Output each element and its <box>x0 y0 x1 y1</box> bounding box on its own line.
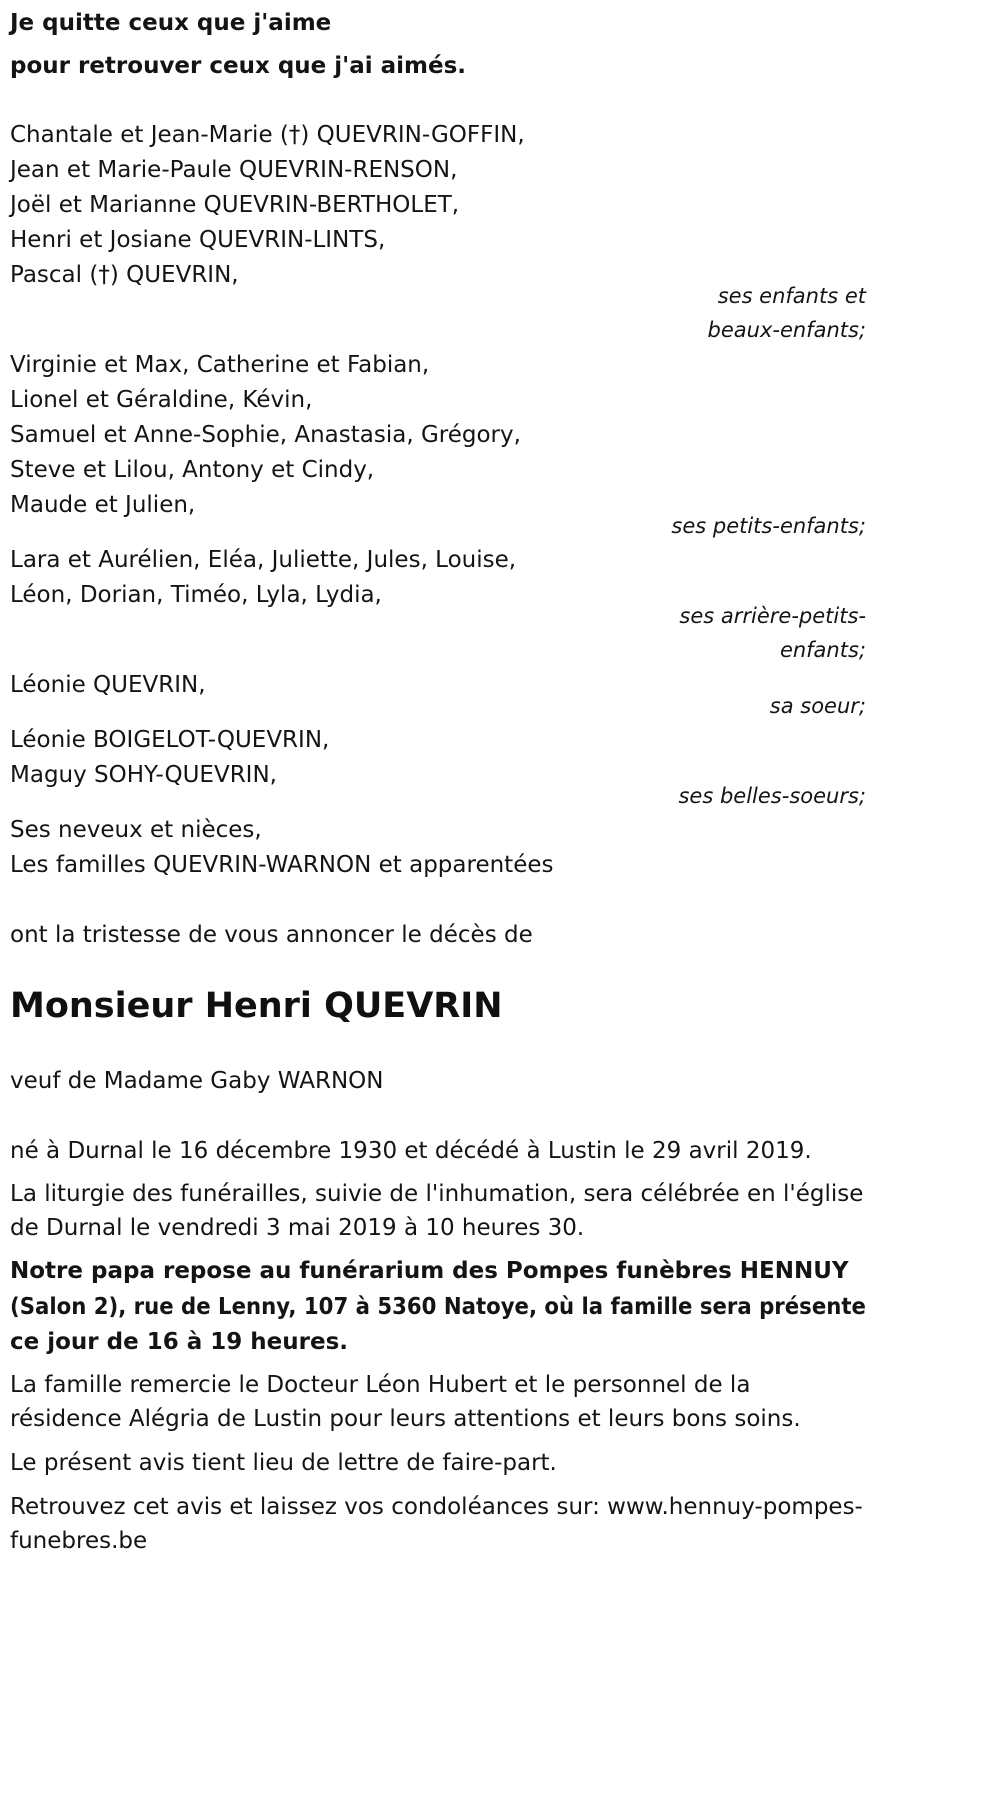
condolences-line-2: funebres.be <box>10 1528 148 1554</box>
sisters-in-law-relation: ses belles-soeurs; <box>678 784 866 808</box>
children-relation-line-2: beaux-enfants; <box>707 318 866 342</box>
deceased-name: Monsieur Henri QUEVRIN <box>10 986 503 1026</box>
grandchildren-name: Lionel et Géraldine, Kévin, <box>10 387 313 413</box>
great-grandchildren-name: Léon, Dorian, Timéo, Lyla, Lydia, <box>10 582 382 608</box>
great-grandchildren-relation-line-2: enfants; <box>779 638 866 662</box>
sister-in-law-name: Léonie BOIGELOT-QUEVRIN, <box>10 727 330 753</box>
others-line: Ses neveux et nièces, <box>10 817 262 843</box>
others-line: Les familles QUEVRIN-WARNON et apparentées <box>10 852 554 878</box>
children-name: Chantale et Jean-Marie (†) QUEVRIN-GOFFIN, <box>10 122 525 148</box>
children-name: Pascal (†) QUEVRIN, <box>10 262 239 288</box>
great-grandchildren-name: Lara et Aurélien, Eléa, Juliette, Jules, Louise, <box>10 547 517 573</box>
liturgy-line-2: de Durnal le vendredi 3 mai 2019 à 10 heures 30. <box>10 1215 585 1241</box>
epigraph-line-2: pour retrouver ceux que j'ai aimés. <box>10 53 467 79</box>
sister-in-law-name: Maguy SOHY-QUEVRIN, <box>10 762 277 788</box>
viewing-line-3: ce jour de 16 à 19 heures. <box>10 1329 348 1355</box>
grandchildren-name: Maude et Julien, <box>10 492 196 518</box>
thanks-line-2: résidence Alégria de Lustin pour leurs attentions et leurs bons soins. <box>10 1406 801 1432</box>
sister-relation: sa soeur; <box>769 694 866 718</box>
grandchildren-relation: ses petits-enfants; <box>671 514 866 538</box>
thanks-line-1: La famille remercie le Docteur Léon Hubert et le personnel de la <box>10 1372 751 1398</box>
viewing-line-2: (Salon 2), rue de Lenny, 107 à 5360 Natoye, où la famille sera présente <box>10 1294 866 1320</box>
grandchildren-name: Steve et Lilou, Antony et Cindy, <box>10 457 375 483</box>
grandchildren-name: Samuel et Anne-Sophie, Anastasia, Grégory, <box>10 422 521 448</box>
condolences-line-1: Retrouvez cet avis et laissez vos condoléances sur: www.hennuy-pompes- <box>10 1494 863 1520</box>
great-grandchildren-relation-line-1: ses arrière-petits- <box>679 604 866 628</box>
birth-death-info: né à Durnal le 16 décembre 1930 et décédé à Lustin le 29 avril 2019. <box>10 1138 812 1164</box>
children-name: Joël et Marianne QUEVRIN-BERTHOLET, <box>10 192 460 218</box>
children-relation-line-1: ses enfants et <box>717 284 866 308</box>
liturgy-line-1: La liturgie des funérailles, suivie de l'inhumation, sera célébrée en l'église <box>10 1181 864 1207</box>
epigraph-line-1: Je quitte ceux que j'aime <box>10 10 332 36</box>
viewing-line-1: Notre papa repose au funérarium des Pompes funèbres HENNUY <box>10 1258 849 1284</box>
widower-of: veuf de Madame Gaby WARNON <box>10 1068 384 1094</box>
notice-text: Le présent avis tient lieu de lettre de faire-part. <box>10 1450 557 1476</box>
children-name: Jean et Marie-Paule QUEVRIN-RENSON, <box>10 157 458 183</box>
children-name: Henri et Josiane QUEVRIN-LINTS, <box>10 227 386 253</box>
announcement-text: ont la tristesse de vous annoncer le décès de <box>10 922 533 948</box>
sister-name: Léonie QUEVRIN, <box>10 672 206 698</box>
grandchildren-name: Virginie et Max, Catherine et Fabian, <box>10 352 430 378</box>
